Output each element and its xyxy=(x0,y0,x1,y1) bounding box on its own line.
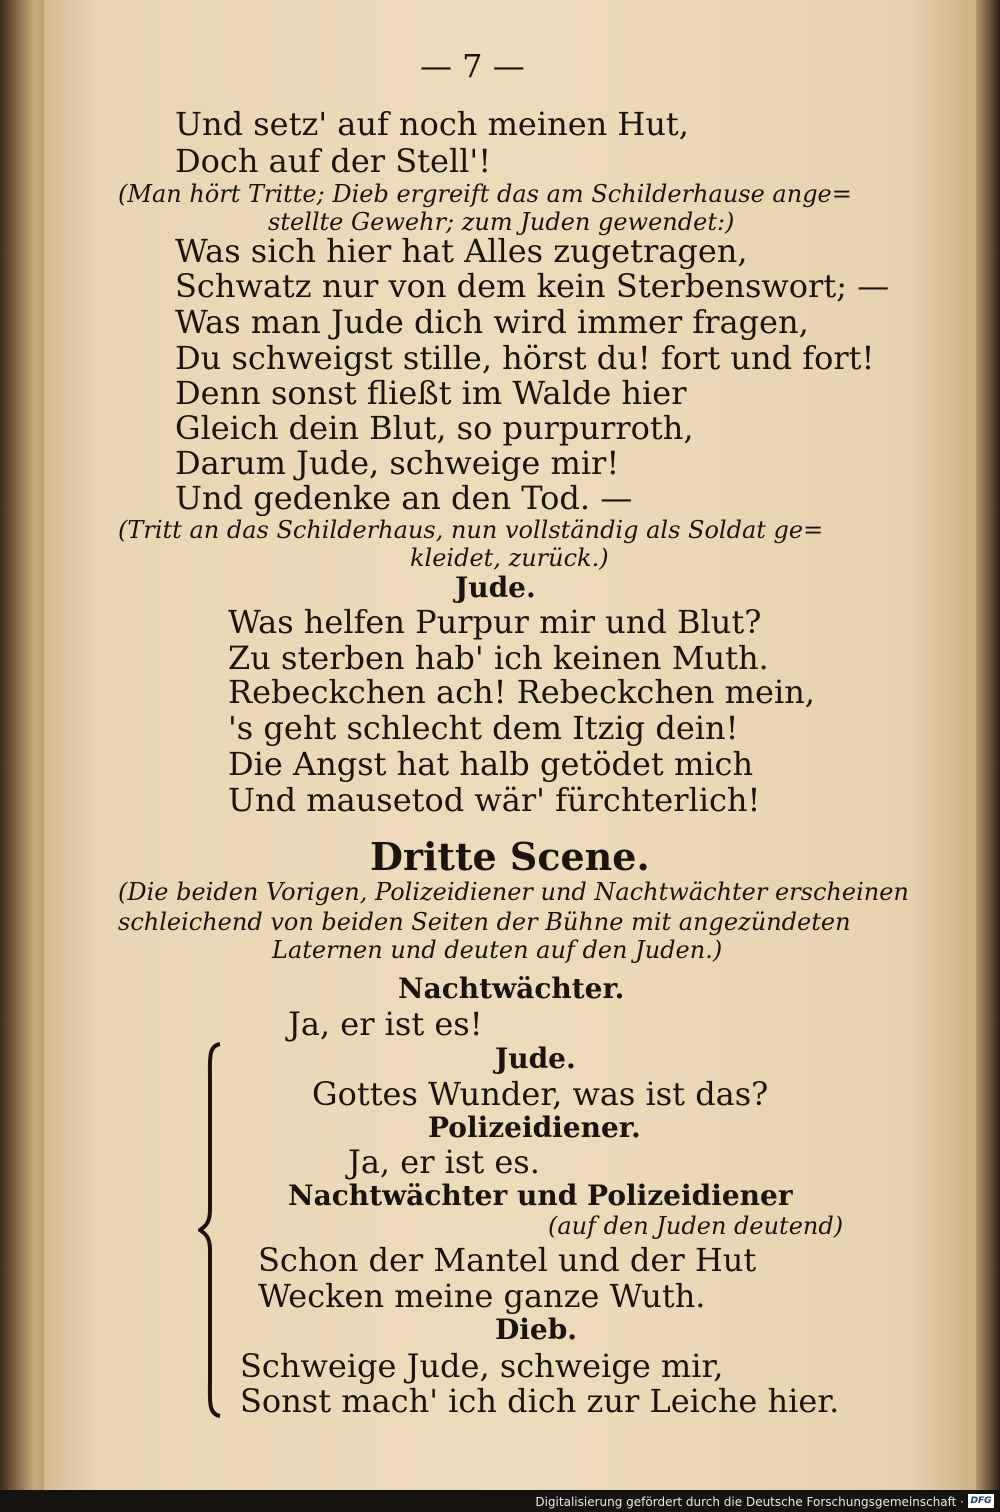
verse-line: Was sich hier hat Alles zugetragen, xyxy=(175,232,748,270)
verse-line: Schwatz nur von dem kein Sterbenswort; — xyxy=(175,267,890,305)
speaker-name: Nachtwächter. xyxy=(398,972,625,1005)
page-edge xyxy=(976,0,1000,1500)
stage-direction: (Die beiden Vorigen, Polizeidiener und Nachtwächter erscheinen xyxy=(118,878,909,906)
book-spine xyxy=(0,0,50,1512)
verse-line: Die Angst hat halb getödet mich xyxy=(228,745,754,783)
verse-line: Gottes Wunder, was ist das? xyxy=(312,1075,769,1113)
speaker-name: Polizeidiener. xyxy=(428,1111,641,1144)
stage-direction: stellte Gewehr; zum Juden gewendet:) xyxy=(268,208,735,236)
verse-line: Und gedenke an den Tod. — xyxy=(175,479,633,517)
verse-line: Zu sterben hab' ich keinen Muth. xyxy=(228,639,769,677)
verse-line: Denn sonst fließt im Walde hier xyxy=(175,374,687,412)
verse-line: Schon der Mantel und der Hut xyxy=(258,1241,757,1279)
verse-line: Und mausetod wär' fürchterlich! xyxy=(228,781,761,819)
verse-line: Darum Jude, schweige mir! xyxy=(175,444,620,482)
stage-direction: schleichend von beiden Seiten der Bühne mit angezündeten xyxy=(118,908,851,936)
speaker-name: Nachtwächter und Polizeidiener xyxy=(288,1179,793,1212)
verse-line: Du schweigst stille, hörst du! fort und fort! xyxy=(175,339,875,377)
stage-direction: (Tritt an das Schilderhaus, nun vollständig als Soldat ge= xyxy=(118,516,824,544)
verse-line: Sonst mach' ich dich zur Leiche hier. xyxy=(240,1382,840,1420)
speaker-name: Dieb. xyxy=(495,1313,578,1346)
verse-line: Gleich dein Blut, so purpurroth, xyxy=(175,409,694,447)
verse-line: Schweige Jude, schweige mir, xyxy=(240,1347,724,1385)
stage-direction: Laternen und deuten auf den Juden.) xyxy=(272,936,723,964)
stage-direction: (Man hört Tritte; Dieb ergreift das am Schilderhause ange= xyxy=(118,180,852,208)
footer-credit: Digitalisierung gefördert durch die Deutsche Forschungsgemeinschaft · xyxy=(535,1495,964,1509)
verse-line: Und setz' auf noch meinen Hut, xyxy=(175,105,689,143)
verse-line: Ja, er ist es. xyxy=(348,1143,540,1181)
brace-bracket xyxy=(198,1040,228,1420)
verse-line: Ja, er ist es! xyxy=(288,1005,483,1043)
verse-line: Wecken meine ganze Wuth. xyxy=(258,1277,706,1315)
verse-line: 's geht schlecht dem Itzig dein! xyxy=(228,709,739,747)
verse-line: Was helfen Purpur mir und Blut? xyxy=(228,603,762,641)
stage-direction: (auf den Juden deutend) xyxy=(548,1212,844,1240)
verse-line: Rebeckchen ach! Rebeckchen mein, xyxy=(228,673,815,711)
verse-line: Doch auf der Stell'! xyxy=(175,142,492,180)
verse-line: Was man Jude dich wird immer fragen, xyxy=(175,303,809,341)
stage-direction: kleidet, zurück.) xyxy=(410,544,609,572)
dfg-logo: DFG xyxy=(968,1494,994,1508)
page-number: — 7 — xyxy=(420,47,525,85)
speaker-name: Jude. xyxy=(455,571,536,604)
scene-heading: Dritte Scene. xyxy=(370,834,650,879)
speaker-name: Jude. xyxy=(495,1042,576,1075)
